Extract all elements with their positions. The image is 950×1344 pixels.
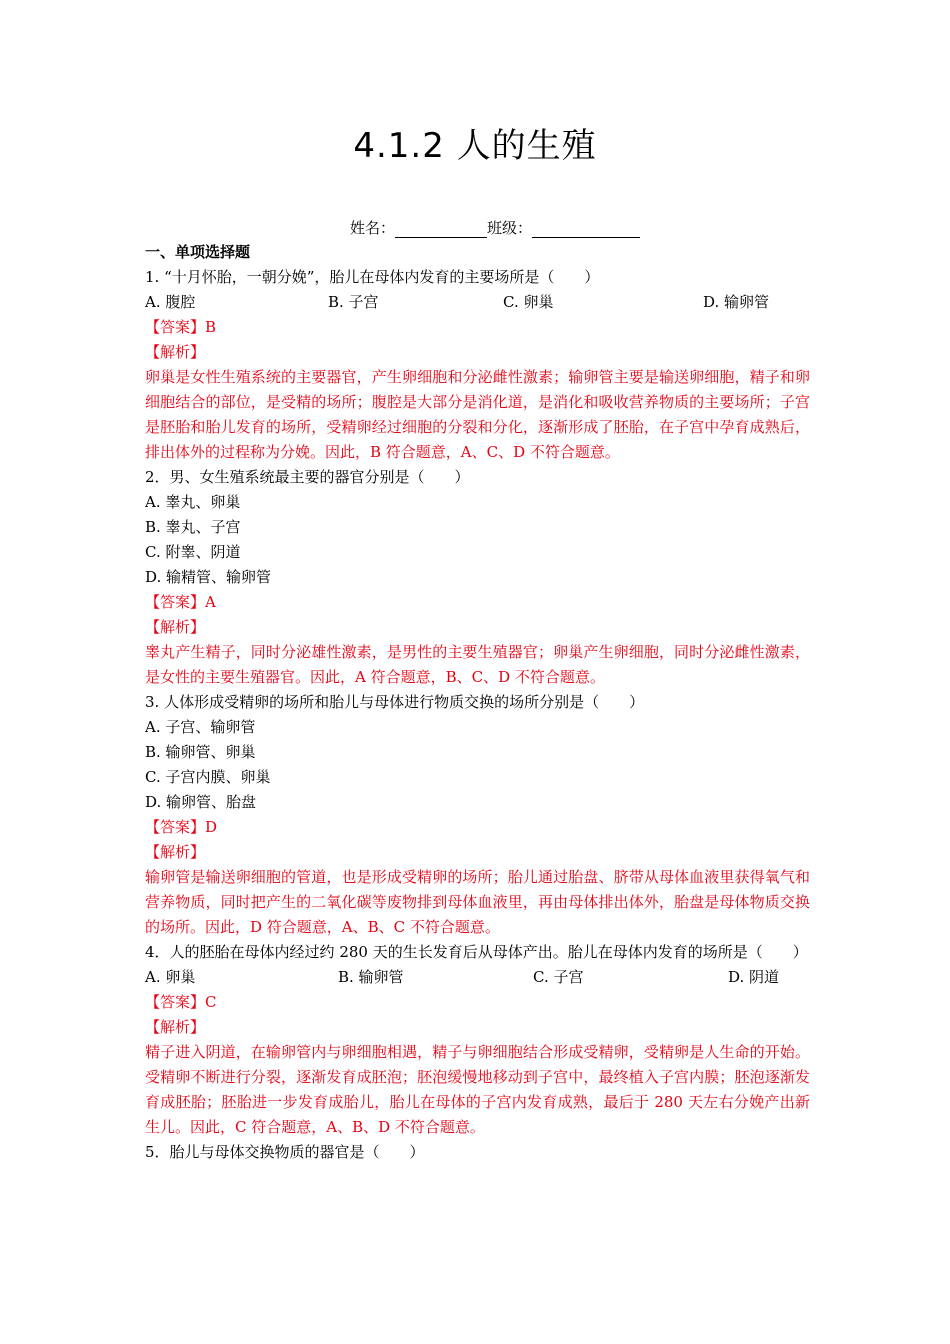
answer-value: C — [205, 993, 217, 1011]
name-blank[interactable] — [395, 221, 487, 238]
question-2-answer — [145, 590, 810, 615]
question-1-answer — [145, 315, 810, 340]
analysis-label: 【解析】 — [145, 343, 206, 361]
class-blank[interactable] — [532, 221, 640, 238]
answer-label: 【答案】 — [145, 318, 206, 336]
option-a: A. 睾丸、卵巢 — [145, 493, 241, 511]
question-5-stem: 5．胎儿与母体交换物质的器官是（ ） — [145, 1143, 425, 1161]
question-list — [145, 240, 810, 1165]
answer-value: A — [205, 593, 216, 611]
answer-value: B — [205, 318, 217, 336]
question-3-analysis: 输卵管是输送卵细胞的管道，也是形成受精卵的场所；胎儿通过胎盘、脐带从母体血液里获得氧气和营养物质，同时把产生的二氧化碳等废物排到母体血液里，再由母体排出体外，胎盘是母体物质交换的场所。因此，D 符合题意，A、B、C 不符合题意。 — [145, 868, 810, 936]
option-d: D. 阴道 — [728, 968, 780, 986]
option-d: D. 输卵管、胎盘 — [145, 793, 257, 811]
answer-label: 【答案】 — [145, 593, 206, 611]
page-title: 4.1.2 人的生殖 — [353, 126, 597, 166]
question-4-stem: 4．人的胚胎在母体内经过约 280 天的生长发育后从母体产出。胎儿在母体内发育的场所是（ ） — [145, 943, 808, 961]
question-4-options — [145, 965, 810, 990]
option-a: A. 卵巢 — [145, 968, 196, 986]
question-1-stem: 1. “十月怀胎，一朝分娩”，胎儿在母体内发育的主要场所是（ ） — [145, 268, 600, 286]
option-b: B. 输卵管、卵巢 — [145, 743, 256, 761]
question-4-analysis: 精子进入阴道，在输卵管内与卵细胞相遇，精子与卵细胞结合形成受精卵，受精卵是人生命的开始。受精卵不断进行分裂，逐渐发育成胚泡；胚泡缓慢地移动到子宫中，最终植入子宫内膜；胚泡逐渐发育成胚胎；胚胎进一步发育成胎儿，胎儿在母体的子宫内发育成熟，最后于 280 天左右分娩产出新生儿。因此，C 符合题意，A、B、D 不符合题意。 — [145, 1043, 810, 1136]
option-a: A. 子宫、输卵管 — [145, 718, 256, 736]
question-3-answer — [145, 815, 810, 840]
option-d: D. 输精管、输卵管 — [145, 568, 272, 586]
option-c: C. 附睾、阴道 — [145, 543, 241, 561]
answer-label: 【答案】 — [145, 818, 206, 836]
option-d: D. 输卵管 — [703, 293, 770, 311]
option-b: B. 子宫 — [328, 293, 379, 311]
option-c: C. 子宫内膜、卵巢 — [145, 768, 271, 786]
option-c: C. 卵巢 — [503, 293, 554, 311]
answer-value: D — [205, 818, 218, 836]
option-c: C. 子宫 — [533, 968, 584, 986]
class-label: 班级： — [487, 219, 533, 237]
option-b: B. 睾丸、子宫 — [145, 518, 241, 536]
analysis-label: 【解析】 — [145, 1018, 206, 1036]
question-2-stem: 2．男、女生殖系统最主要的器官分别是（ ） — [145, 468, 470, 486]
section-heading: 一、单项选择题 — [145, 243, 251, 261]
answer-label: 【答案】 — [145, 993, 206, 1011]
option-a: A. 腹腔 — [145, 293, 196, 311]
option-b: B. 输卵管 — [338, 968, 404, 986]
analysis-label: 【解析】 — [145, 618, 206, 636]
name-label: 姓名： — [349, 219, 395, 237]
analysis-label: 【解析】 — [145, 843, 206, 861]
question-1-analysis: 卵巢是女性生殖系统的主要器官，产生卵细胞和分泌雌性激素；输卵管主要是输送卵细胞，精子和卵细胞结合的部位，是受精的场所；腹腔是大部分是消化道，是消化和吸收营养物质的主要场所；子宫是胚胎和胎儿发育的场所，受精卵经过细胞的分裂和分化，逐渐形成了胚胎，在子宫中孕育成熟后，排出体外的过程称为分娩。因此，B 符合题意，A、C、D 不符合题意。 — [145, 368, 810, 461]
question-1-options — [145, 290, 810, 315]
student-info-line — [0, 217, 950, 238]
question-4-answer — [145, 990, 810, 1015]
question-2-analysis: 睾丸产生精子，同时分泌雄性激素，是男性的主要生殖器官；卵巢产生卵细胞，同时分泌雌性激素，是女性的主要生殖器官。因此，A 符合题意，B、C、D 不符合题意。 — [145, 643, 810, 686]
question-3-stem: 3. 人体形成受精卵的场所和胎儿与母体进行物质交换的场所分别是（ ） — [145, 693, 645, 711]
